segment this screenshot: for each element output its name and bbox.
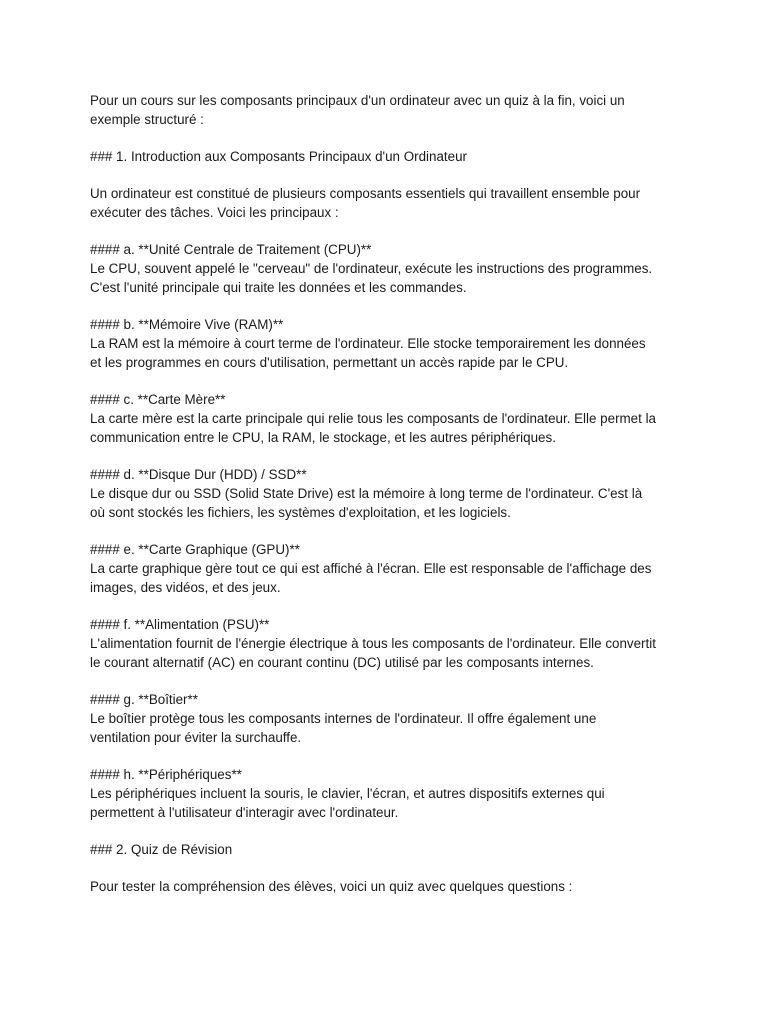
- section-2-paragraph: [90, 877, 690, 896]
- component-line: permettent à l'utilisateur d'interagir avec l'ordinateur.: [90, 805, 399, 820]
- component-heading: #### e. **Carte Graphique (GPU)**: [90, 542, 300, 557]
- component-gpu: [90, 540, 690, 597]
- component-heading: #### g. **Boîtier**: [90, 692, 198, 707]
- component-heading: #### a. **Unité Centrale de Traitement (CPU)**: [90, 242, 372, 257]
- intro-line-1: Pour un cours sur les composants principaux d'un ordinateur avec un quiz à la fin, voici un: [90, 93, 625, 108]
- section-1-paragraph: [90, 184, 690, 222]
- component-line: ventilation pour éviter la surchauffe.: [90, 730, 302, 745]
- intro-paragraph: [90, 91, 690, 129]
- component-line: le courant alternatif (AC) en courant continu (DC) utilisé par les composants internes.: [90, 655, 594, 670]
- component-motherboard: [90, 390, 690, 447]
- intro-line-2: exemple structuré :: [90, 112, 204, 127]
- component-line: Le boîtier protège tous les composants internes de l'ordinateur. Il offre également une: [90, 711, 597, 726]
- section-1-heading-text: ### 1. Introduction aux Composants Principaux d'un Ordinateur: [90, 149, 467, 164]
- component-line: L'alimentation fournit de l'énergie électrique à tous les composants de l'ordinateur. Elle convertit: [90, 636, 656, 651]
- component-cpu: [90, 240, 690, 297]
- section-2-heading-text: ### 2. Quiz de Révision: [90, 842, 233, 857]
- component-heading: #### h. **Périphériques**: [90, 767, 242, 782]
- component-line: La carte mère est la carte principale qui relie tous les composants de l'ordinateur. Elle permet la: [90, 411, 656, 426]
- section-2-heading: [90, 840, 690, 859]
- component-case: [90, 690, 690, 747]
- section-1-heading: [90, 147, 690, 166]
- component-line: C'est l'unité principale qui traite les données et les commandes.: [90, 280, 467, 295]
- component-ram: [90, 315, 690, 372]
- component-line: communication entre le CPU, la RAM, le stockage, et les autres périphériques.: [90, 430, 556, 445]
- component-heading: #### f. **Alimentation (PSU)**: [90, 617, 270, 632]
- component-line: Les périphériques incluent la souris, le clavier, l'écran, et autres dispositifs externes qui: [90, 786, 605, 801]
- component-heading: #### d. **Disque Dur (HDD) / SSD**: [90, 467, 307, 482]
- component-line: et les programmes en cours d'utilisation, permettant un accès rapide par le CPU.: [90, 355, 569, 370]
- section-2-line: Pour tester la compréhension des élèves, voici un quiz avec quelques questions :: [90, 879, 573, 894]
- section-1-line-2: exécuter des tâches. Voici les principaux :: [90, 205, 339, 220]
- component-heading: #### b. **Mémoire Vive (RAM)**: [90, 317, 284, 332]
- component-line: Le CPU, souvent appelé le "cerveau" de l'ordinateur, exécute les instructions des programmes.: [90, 261, 653, 276]
- section-1-line-1: Un ordinateur est constitué de plusieurs composants essentiels qui travaillent ensemble pour: [90, 186, 641, 201]
- component-line: Le disque dur ou SSD (Solid State Drive) est la mémoire à long terme de l'ordinateur. C'est là: [90, 486, 643, 501]
- component-heading: #### c. **Carte Mère**: [90, 392, 226, 407]
- component-storage: [90, 465, 690, 522]
- component-line: La carte graphique gère tout ce qui est affiché à l'écran. Elle est responsable de l'affichage des: [90, 561, 652, 576]
- component-line: où sont stockés les fichiers, les systèmes d'exploitation, et les logiciels.: [90, 505, 511, 520]
- component-line: images, des vidéos, et des jeux.: [90, 580, 281, 595]
- component-line: La RAM est la mémoire à court terme de l'ordinateur. Elle stocke temporairement les données: [90, 336, 646, 351]
- component-peripherals: [90, 765, 690, 822]
- document-page: [90, 91, 690, 914]
- component-psu: [90, 615, 690, 672]
